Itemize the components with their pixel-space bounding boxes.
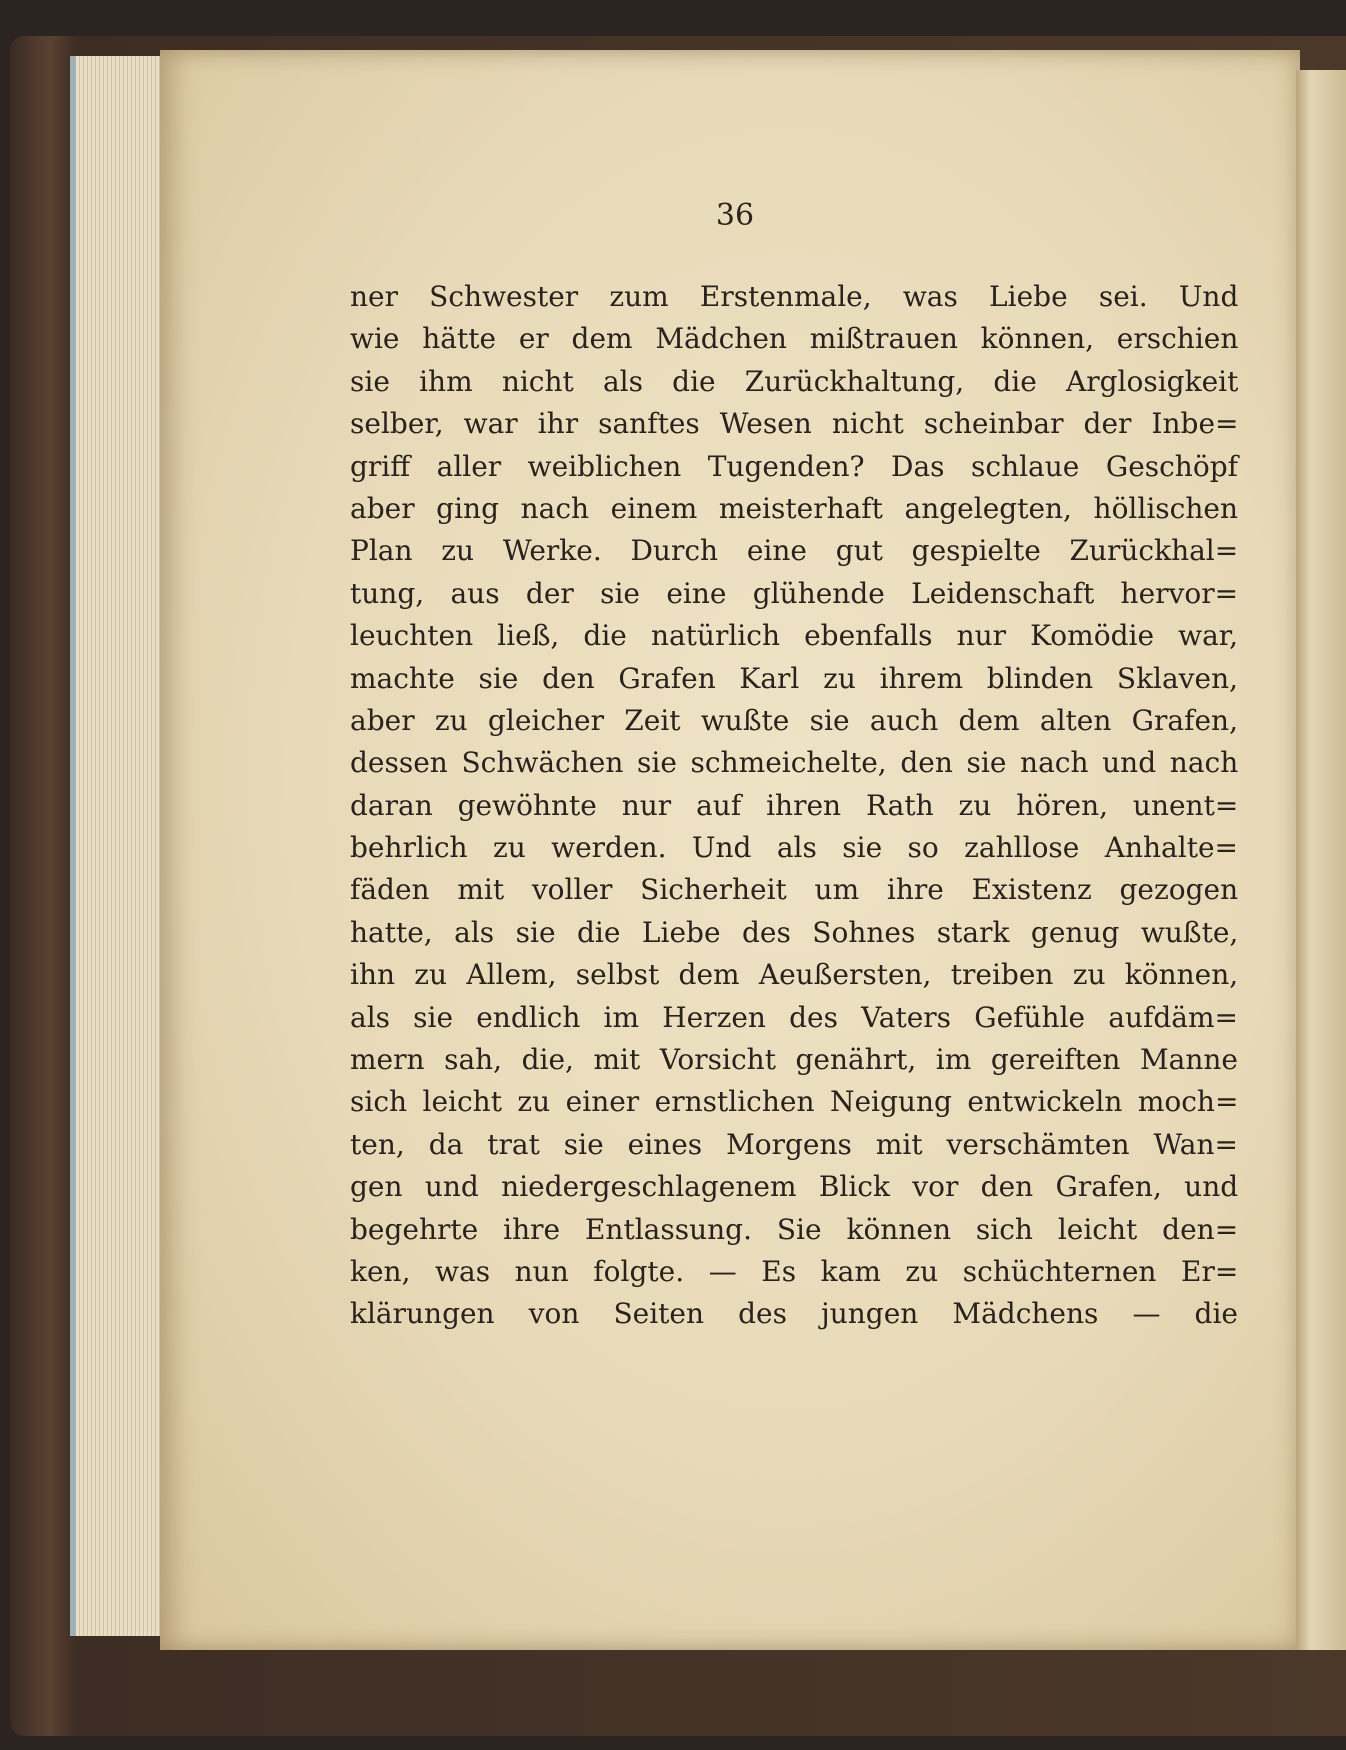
text-line: wie hätte er dem Mädchen mißtrauen können, erschien — [350, 322, 1239, 356]
text-line: tung, aus der sie eine glühende Leidenschaft hervor= — [350, 576, 1239, 610]
text-line: aber zu gleicher Zeit wußte sie auch dem alten Grafen, — [350, 703, 1238, 737]
text-line: sie ihm nicht als die Zurückhaltung, die Arglosigkeit — [350, 364, 1239, 398]
text-line: sich leicht zu einer ernstlichen Neigung entwickeln moch= — [350, 1085, 1239, 1119]
text-line: ihn zu Allem, selbst dem Aeußersten, treiben zu können, — [350, 958, 1239, 992]
text-line: mern sah, die, mit Vorsicht genährt, im gereiften Manne — [350, 1043, 1238, 1077]
text-line: fäden mit voller Sicherheit um ihre Existenz gezogen — [350, 873, 1239, 907]
text-line: dessen Schwächen sie schmeichelte, den sie nach und nach — [350, 746, 1239, 780]
text-line: leuchten ließ, die natürlich ebenfalls nur Komödie war, — [350, 619, 1238, 653]
text-line: als sie endlich im Herzen des Vaters Gefühle aufdäm= — [350, 1000, 1238, 1034]
text-line: aber ging nach einem meisterhaft angelegten, höllischen — [350, 491, 1238, 525]
text-line: klärungen von Seiten des jungen Mädchens — die — [350, 1297, 1238, 1331]
text-line: ten, da trat sie eines Morgens mit verschämten Wan= — [350, 1127, 1238, 1161]
text-line: ken, was nun folgte. — Es kam zu schüchternen Er= — [350, 1254, 1239, 1288]
text-line: ner Schwester zum Erstenmale, was Liebe sei. Und — [350, 280, 1239, 313]
facing-page-edge — [1296, 70, 1346, 1650]
text-line: machte sie den Grafen Karl zu ihrem blinden Sklaven, — [350, 661, 1238, 695]
text-line: griff aller weiblichen Tugenden? Das schlaue Geschöpf — [350, 449, 1238, 483]
text-line: begehrte ihre Entlassung. Sie können sich leicht den= — [350, 1212, 1239, 1246]
text-line: selber, war ihr sanftes Wesen nicht scheinbar der Inbe= — [350, 407, 1239, 441]
text-line: gen und niedergeschlagenem Blick vor den Grafen, und — [350, 1170, 1239, 1204]
text-line: Plan zu Werke. Durch eine gut gespielte Zurückhal= — [350, 534, 1239, 568]
page-number: 36 — [715, 198, 755, 233]
body-text — [350, 276, 1238, 1336]
text-line: behrlich zu werden. Und als sie so zahllose Anhalte= — [350, 831, 1238, 865]
text-line: daran gewöhnte nur auf ihren Rath zu hören, unent= — [350, 788, 1239, 822]
text-line: hatte, als sie die Liebe des Sohnes stark genug wußte, — [350, 915, 1239, 949]
